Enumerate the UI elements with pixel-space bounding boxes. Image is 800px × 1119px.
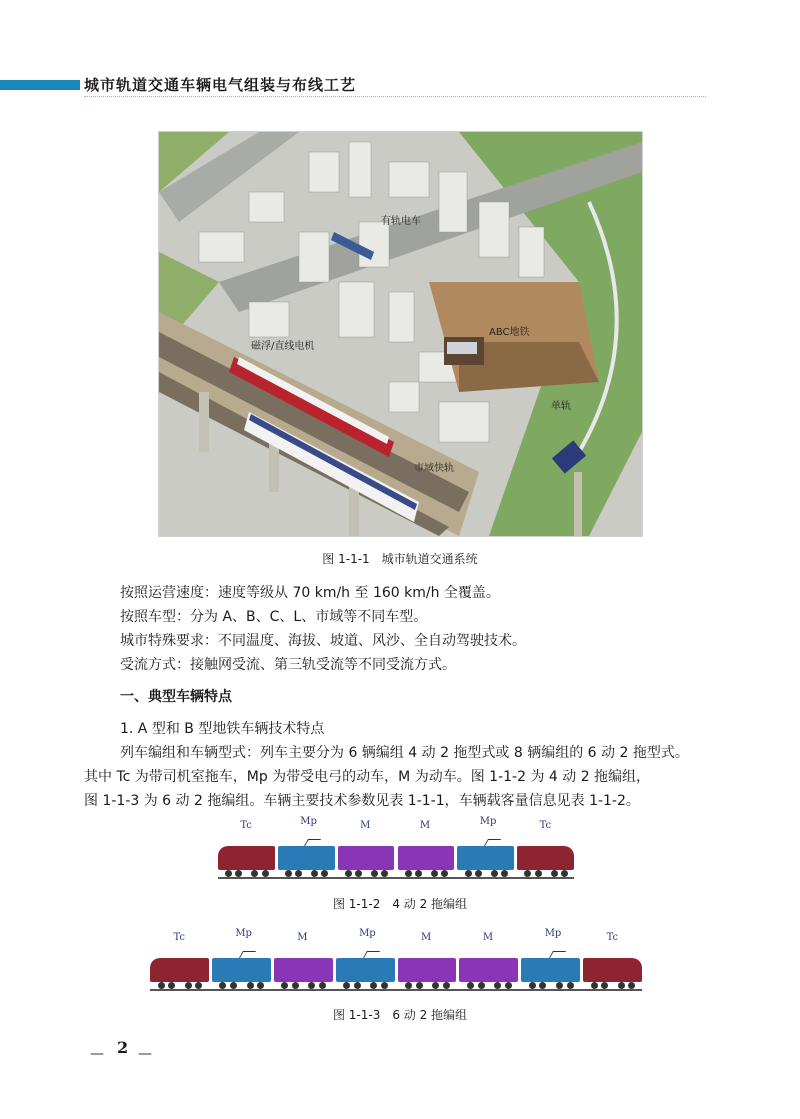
wheel-icon [443, 982, 450, 989]
car-label-m: M [419, 820, 431, 831]
wheel-icon [247, 982, 254, 989]
car-label-mp: Mp [479, 816, 497, 827]
wheel-icon [292, 982, 299, 989]
wheel-icon [343, 982, 350, 989]
wheel-icon [475, 870, 482, 877]
car-tc [583, 958, 642, 982]
wheel-icon [345, 870, 352, 877]
pantograph-icon [239, 951, 256, 958]
section-heading: 一、典型车辆特点 [120, 689, 232, 705]
wheel-icon [355, 870, 362, 877]
paragraph-line-2: 其中 Tc 为带司机室拖车，Mp 为带受电弓的动车，M 为动车。图 1-1-2 为 4 动 2 拖编组， [84, 769, 651, 785]
wheel-icon [285, 870, 292, 877]
body-line-vehicle-type: 按照车型：分为 A、B、C、L、市域等不同车型。 [120, 609, 428, 625]
wheel-icon [158, 982, 165, 989]
callout-maglev: 磁浮/直线电机 [251, 341, 315, 352]
car-mp [457, 846, 514, 870]
pantograph-icon [549, 951, 566, 958]
car-label-m: M [482, 932, 494, 943]
header-divider [84, 96, 706, 97]
wheel-icon [405, 870, 412, 877]
car-label-tc: Tc [240, 820, 252, 831]
wheel-icon [524, 870, 531, 877]
wheel-icon [618, 982, 625, 989]
figure-1-1-2-caption: 图 1-1-2 4 动 2 拖编组 [332, 897, 468, 911]
car-label-tc: Tc [539, 820, 552, 831]
figure-1-1-1-caption: 图 1-1-1 城市轨道交通系统 [322, 552, 478, 566]
car-label-tc: Tc [173, 932, 185, 943]
car-label-m: M [297, 932, 308, 943]
car-mp [336, 958, 395, 982]
body-line-speed: 按照运营速度：速度等级从 70 km/h 至 160 km/h 全覆盖。 [120, 585, 500, 601]
wheel-icon [491, 870, 498, 877]
wheel-icon [319, 982, 326, 989]
train-4m2t-diagram [218, 816, 574, 884]
car-label-m: M [360, 820, 371, 831]
car-label-mp: Mp [235, 928, 252, 939]
car-label-tc: Tc [606, 932, 619, 943]
wheel-icon [441, 870, 448, 877]
wheel-icon [405, 982, 412, 989]
body-line-city-requirements: 城市特殊要求：不同温度、海拔、坡道、风沙、全自动驾驶技术。 [120, 633, 526, 649]
wheel-icon [478, 982, 485, 989]
wheel-icon [381, 982, 388, 989]
wheel-icon [494, 982, 501, 989]
wheel-icon [168, 982, 175, 989]
wheel-icon [416, 982, 423, 989]
car-tc [218, 846, 275, 870]
wheel-icon [195, 982, 202, 989]
car-m [274, 958, 333, 982]
wheel-icon [628, 982, 635, 989]
subheading: 1. A 型和 B 型地铁车辆技术特点 [120, 721, 325, 737]
pantograph-icon [484, 839, 501, 846]
wheel-icon [251, 870, 258, 877]
car-m [459, 958, 518, 982]
wheel-icon [465, 870, 472, 877]
car-mp [212, 958, 271, 982]
wheel-icon [551, 870, 558, 877]
footer-dash-left: — [90, 1046, 104, 1062]
wheel-icon [591, 982, 598, 989]
car-m [338, 846, 395, 870]
wheel-icon [381, 870, 388, 877]
callout-suburban-rail: 市域快轨 [414, 463, 454, 474]
wheel-icon [185, 982, 192, 989]
urban-rail-system-illustration [158, 131, 643, 537]
wheel-icon [219, 982, 226, 989]
wheel-icon [415, 870, 422, 877]
wheel-icon [295, 870, 302, 877]
wheel-icon [561, 870, 568, 877]
wheel-icon [529, 982, 536, 989]
car-label-mp: Mp [544, 928, 562, 939]
callout-metro: ABC地铁 [489, 327, 530, 338]
wheel-icon [225, 870, 232, 877]
car-label-mp: Mp [300, 816, 317, 827]
car-m [398, 846, 455, 870]
footer-dash-right: — [138, 1046, 152, 1062]
callout-monorail: 单轨 [551, 401, 571, 412]
wheel-icon [505, 982, 512, 989]
car-label-m: M [420, 932, 432, 943]
wheel-icon [311, 870, 318, 877]
urban-rail-scene [159, 132, 642, 536]
wheel-icon [281, 982, 288, 989]
wheel-icon [567, 982, 574, 989]
car-tc [150, 958, 209, 982]
figure-1-1-3-caption: 图 1-1-3 6 动 2 拖编组 [332, 1008, 468, 1022]
paragraph-line-1: 列车编组和车辆型式：列车主要分为 6 辆编组 4 动 2 拖型式或 8 辆编组的 6 动 2 拖型式。 [120, 745, 689, 761]
running-header-title: 城市轨道交通车辆电气组装与布线工艺 [84, 76, 357, 94]
wheel-icon [230, 982, 237, 989]
wheel-icon [535, 870, 542, 877]
wheel-icon [262, 870, 269, 877]
train-6m2t-diagram [150, 928, 642, 996]
wheel-icon [370, 982, 377, 989]
pantograph-icon [363, 951, 380, 958]
car-mp [278, 846, 335, 870]
wheel-icon [431, 870, 438, 877]
header-accent-bar [0, 80, 80, 90]
wheel-icon [371, 870, 378, 877]
pantograph-icon [304, 839, 321, 846]
wheel-icon [601, 982, 608, 989]
wheel-icon [539, 982, 546, 989]
wheel-icon [432, 982, 439, 989]
wheel-icon [467, 982, 474, 989]
track-line [218, 877, 574, 879]
car-m [398, 958, 457, 982]
wheel-icon [235, 870, 242, 877]
car-tc [517, 846, 574, 870]
wheel-icon [308, 982, 315, 989]
wheel-icon [556, 982, 563, 989]
paragraph-line-3: 图 1-1-3 为 6 动 2 拖编组。车辆主要技术参数见表 1-1-1，车辆载客量信息见表 1-1-2。 [84, 793, 640, 809]
wheel-icon [321, 870, 328, 877]
body-line-current-collection: 受流方式：接触网受流、第三轨受流等不同受流方式。 [120, 657, 456, 673]
car-mp [521, 958, 580, 982]
wheel-icon [257, 982, 264, 989]
page-number: 2 [117, 1038, 129, 1057]
car-label-mp: Mp [359, 928, 376, 939]
wheel-icon [354, 982, 361, 989]
track-line [150, 989, 642, 991]
callout-tram: 有轨电车 [381, 216, 421, 227]
wheel-icon [501, 870, 508, 877]
